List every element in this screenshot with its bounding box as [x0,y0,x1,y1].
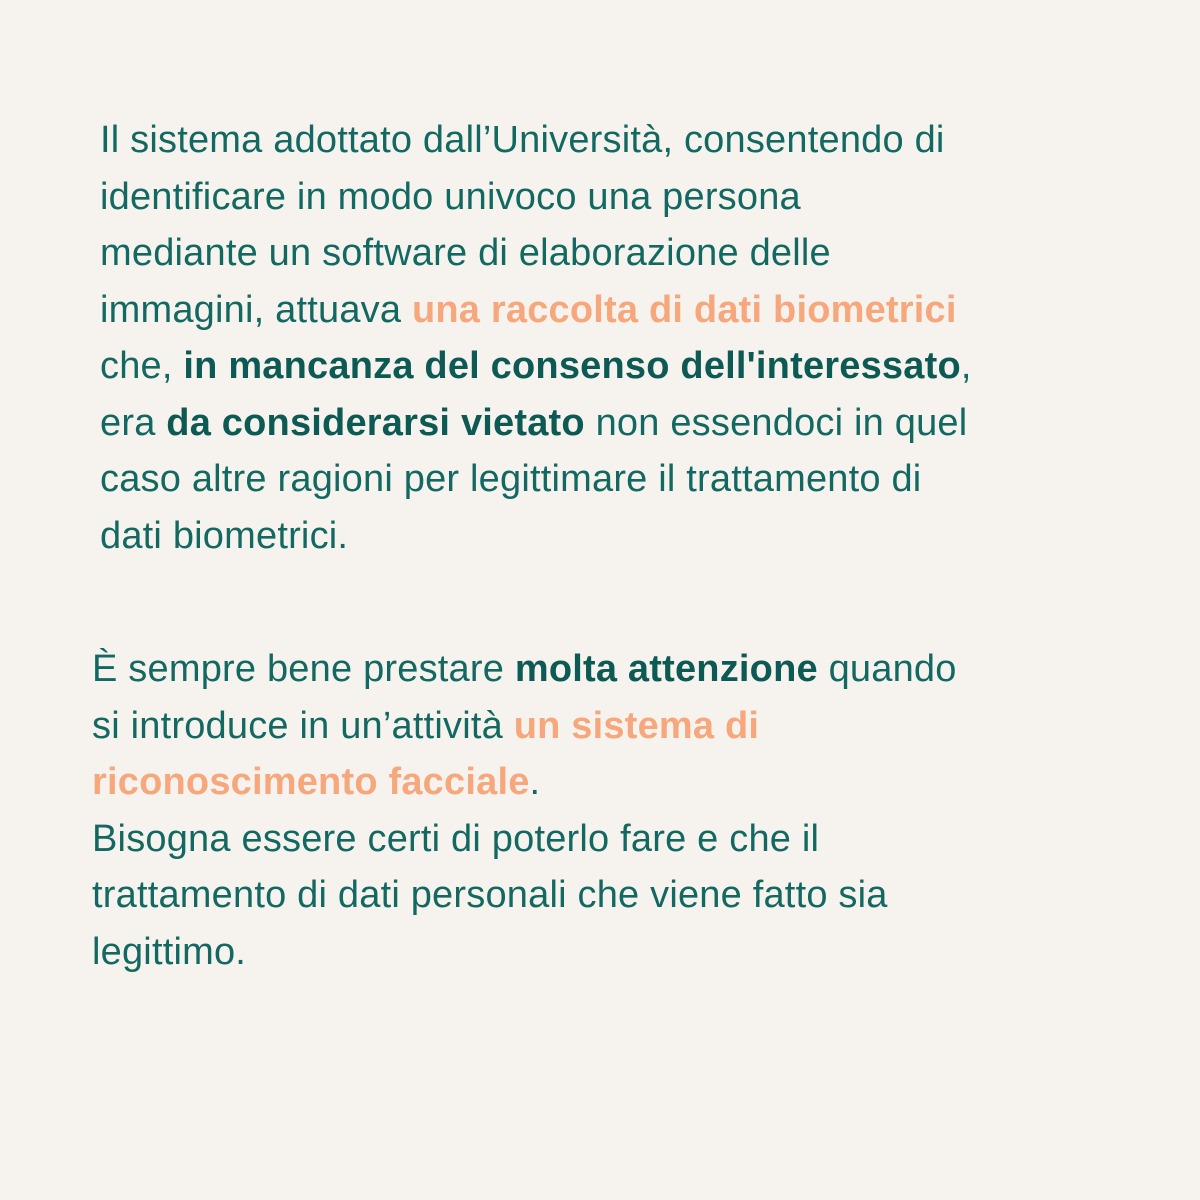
paragraph2-line-1 [92,641,1122,698]
highlight-facial-recognition: riconoscimento facciale [92,761,530,803]
paragraph-biometric-data [100,112,1130,564]
paragraph2-line-1-text-end: quando [817,648,957,690]
paragraph2-line-3 [92,754,1122,811]
paragraph1-line-2: identificare in modo univoco una persona [100,175,801,218]
paragraph1-line-5-punctuation: , [960,345,972,387]
highlight-system-start: un sistema di [513,704,760,747]
paragraph2-line-1-text: È sempre bene prestare [92,648,515,690]
paragraph1-line-6-text: era [100,401,167,444]
paragraph1-line-5-text: che, [100,345,184,387]
paragraph2-line-4: Bisogna essere certi di poterlo fare e che il [92,817,820,860]
highlight-attention: molta attenzione [514,648,818,690]
paragraph2-line-2 [92,698,1122,755]
paragraph1-line-6-text-end: non essendoci in quel [584,401,968,444]
paragraph1-line-8: dati biometrici. [100,514,349,557]
paragraph2-line-5: trattamento di dati personali che viene fatto sia [92,874,888,916]
highlight-forbidden: da considerarsi vietato [166,401,585,444]
paragraph1-line-4 [100,282,1130,339]
highlight-missing-consent: in mancanza del consenso dell'interessato [183,345,961,387]
paragraph-facial-recognition-advice [92,641,1122,980]
paragraph1-line-1: Il sistema adottato dall’Università, consentendo di [100,119,945,161]
paragraph2-line-6: legittimo. [92,930,247,973]
paragraph1-line-7: caso altre ragioni per legittimare il trattamento di [100,458,922,500]
paragraph2-line-2-text: si introduce in un’attività [92,704,514,747]
paragraph1-line-4-text: immagini, attuava [100,288,412,331]
paragraph1-line-5 [100,338,1130,395]
paragraph1-line-3: mediante un software di elaborazione delle [100,232,831,274]
paragraph1-line-6 [100,395,1130,452]
highlight-biometric-collection: una raccolta di dati biometrici [411,288,957,331]
paragraph2-line-3-punctuation: . [529,761,541,803]
